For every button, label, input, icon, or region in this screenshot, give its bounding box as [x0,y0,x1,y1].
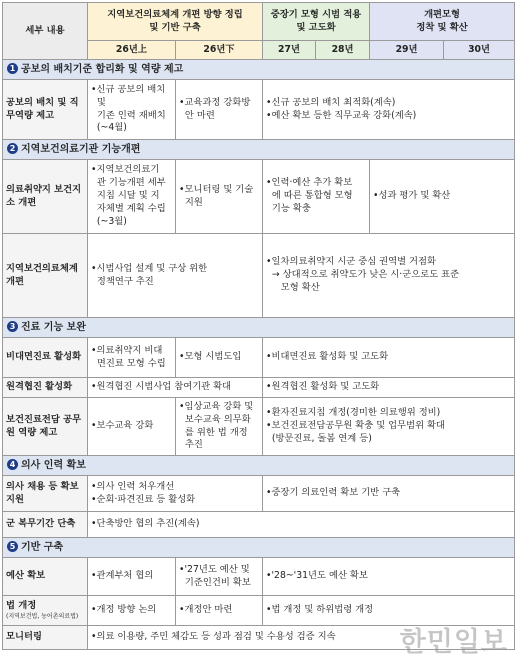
year-28: 28년 [316,41,370,60]
cell-26-second: •개정안 마련 [176,596,263,626]
cell-26: •시범사업 설계 및 구상 위한 정책연구 추진 [88,234,263,318]
year-30: 30년 [444,41,515,60]
cell-27-30: •원격협진 활성화 및 고도화 [263,378,515,398]
section-number: 4 [7,459,18,470]
section-title-text: 의사 인력 확보 [21,459,86,471]
cell-27-30: •일차의료취약지 시군 중심 권역별 거점화 → 상대적으로 취약도가 낮은 시·군으로도 표준 모형 확산 [263,234,515,318]
cell-26-second: •모니터링 및 기술 지원 [176,160,263,234]
header-phase2: 중장기 모형 시범 적용 및 고도화 [263,3,370,41]
cell-26-second: •임상교육 강화 및 보수교육 의무화 를 위한 법 개정 추진 [176,398,263,456]
cell-26-second: •교육과정 강화방 안 마련 [176,80,263,140]
header-phase3: 개편모형 정착 및 확산 [370,3,515,41]
section-title [3,456,515,476]
header-label: 세부 내용 [3,3,88,60]
row-label [3,596,88,626]
cell-27-30: •법 개정 및 하위법령 개정 [263,596,515,626]
section-title [3,60,515,80]
section-title-text: 기반 구축 [21,541,64,553]
cell-27-30: •신규 공보의 배치 최적화(계속) •예산 확보 등한 직무교육 강화(계속) [263,80,515,140]
watermark: 한민일보 [399,627,508,658]
cell-26-second: •'27년도 예산 및 기준인건비 확보 [176,558,263,596]
section-number: 1 [7,63,18,74]
row-label: 의료취약지 보건지소 개편 [3,160,88,234]
row-label: 지역보건의료체계 개편 [3,234,88,318]
row-label: 원격협진 활성화 [3,378,88,398]
roadmap-table [2,2,515,650]
cell-27-28: •인력·예산 추가 확보 에 따른 통합형 모형 기능 확충 [263,160,370,234]
cell-26-first: •관계부처 협의 [88,558,176,596]
cell-26: •의사 인력 처우개선 •순회·파견진료 등 활성화 [88,476,263,512]
cell-26-first: •보수교육 강화 [88,398,176,456]
cell-26-first: •신규 공보의 배치 및 기존 인력 재배치 (~4월) [88,80,176,140]
cell-27-30: •환자진료지침 개정(경미한 의료행위 정비) •보건진료전담공무원 확충 및 업무범위 확대 (방문진료, 돌봄 연계 등) [263,398,515,456]
cell-26: •원격협진 시범사업 참여기관 확대 [88,378,263,398]
cell-27-30: •중장기 의료인력 확보 기반 구축 [263,476,515,512]
section-title [3,318,515,338]
cell-27-30: •비대면진료 활성화 및 고도화 [263,338,515,378]
section-number: 5 [7,541,18,552]
row-label-text: 법 개정 [6,600,37,612]
cell-26-30: •의료 이용량, 주민 체감도 등 성과 점검 및 수용성 검증 지속 [88,626,515,650]
row-label: 공보의 배치 및 직무역량 제고 [3,80,88,140]
section-title [3,538,515,558]
cell-26-first: •의료취약지 비대 면진료 모형 수립 [88,338,176,378]
year-26-second: 26년下 [176,41,263,60]
year-27: 27년 [263,41,316,60]
section-number: 2 [7,143,18,154]
row-label: 비대면진료 활성화 [3,338,88,378]
row-label: 의사 채용 등 확보 지원 [3,476,88,512]
section-title-text: 공보의 배치기준 합리화 및 역량 제고 [21,63,184,75]
row-sublabel: (지역보건법, 농어촌의료법) [6,613,79,621]
cell-26-second: •모형 시범도입 [176,338,263,378]
cell-26-first: •지역보건의료기 관 기능개편 세부 지침 시달 및 지 자체별 계획 수립 (~3월) [88,160,176,234]
cell-26-30: •단축방안 협의 추진(계속) [88,512,515,538]
year-29: 29년 [370,41,444,60]
cell-26-first: •개정 방향 논의 [88,596,176,626]
row-label: 모니터링 [3,626,88,650]
row-label: 예산 확보 [3,558,88,596]
cell-29-30: •성과 평가 및 확산 [370,160,515,234]
cell-27-30: •'28~'31년도 예산 확보 [263,558,515,596]
row-label: 보건진료전담 공무원 역량 제고 [3,398,88,456]
section-title-text: 지역보건의료기관 기능개편 [21,143,141,155]
year-26-first: 26년上 [88,41,176,60]
row-label: 군 복무기간 단축 [3,512,88,538]
header-phase1: 지역보건의료체계 개편 방향 정립 및 기반 구축 [88,3,263,41]
section-number: 3 [7,321,18,332]
section-title-text: 진료 기능 보완 [21,321,86,333]
section-title [3,140,515,160]
